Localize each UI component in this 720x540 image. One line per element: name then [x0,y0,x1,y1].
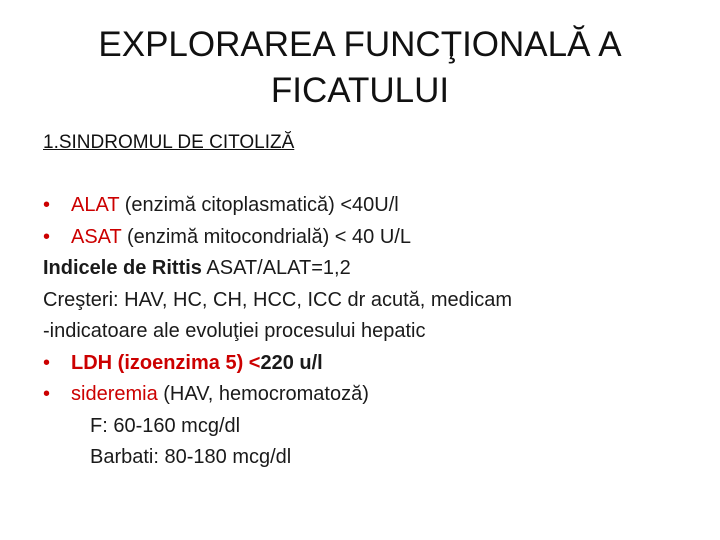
list-item-ldh [43,348,703,380]
cresteri-line: Creşteri: HAV, HC, CH, HCC, ICC dr acută, medicam [43,288,512,311]
alat-description: (enzimă citoplasmatică) <40U/l [119,194,399,216]
indicatoare-line: -indicatoare ale evoluţiei procesului hepatic [43,320,426,342]
asat-description: (enzimă mitocondrială) < 40 U/L [121,225,411,248]
term-asat: ASAT [71,225,122,248]
male-range: Barbati: 80-180 mcg/dl [90,446,292,468]
rittis-value: ASAT/ALAT=1,2 [201,257,351,279]
bullet-icon: • [43,383,51,405]
bullet-icon: • [43,225,51,248]
bullet-icon: • [43,351,51,374]
list-item-asat [43,222,703,254]
sideremia-description: (HAV, hemocromatoză) [157,383,369,405]
term-rittis: Indicele de Rittis [43,257,202,279]
list-item-alat [43,190,703,222]
female-range: F: 60-160 mcg/dl [90,414,241,437]
term-sideremia: sideremia [71,383,158,405]
title-line-1: EXPLORAREA FUNCŢIONALĂ A [98,25,622,64]
term-alat: ALAT [71,194,120,216]
ldh-value: 220 u/l [260,351,323,374]
rittis-line [43,253,703,285]
term-ldh: LDH (izoenzima 5) < [71,351,261,374]
bullet-icon: • [43,194,51,216]
title-line-2: FICATULUI [270,71,450,110]
content-body [43,190,703,474]
page-title [0,22,720,114]
list-item-sideremia [43,379,703,411]
section-heading: 1.SINDROMUL DE CITOLIZĂ [43,132,295,153]
